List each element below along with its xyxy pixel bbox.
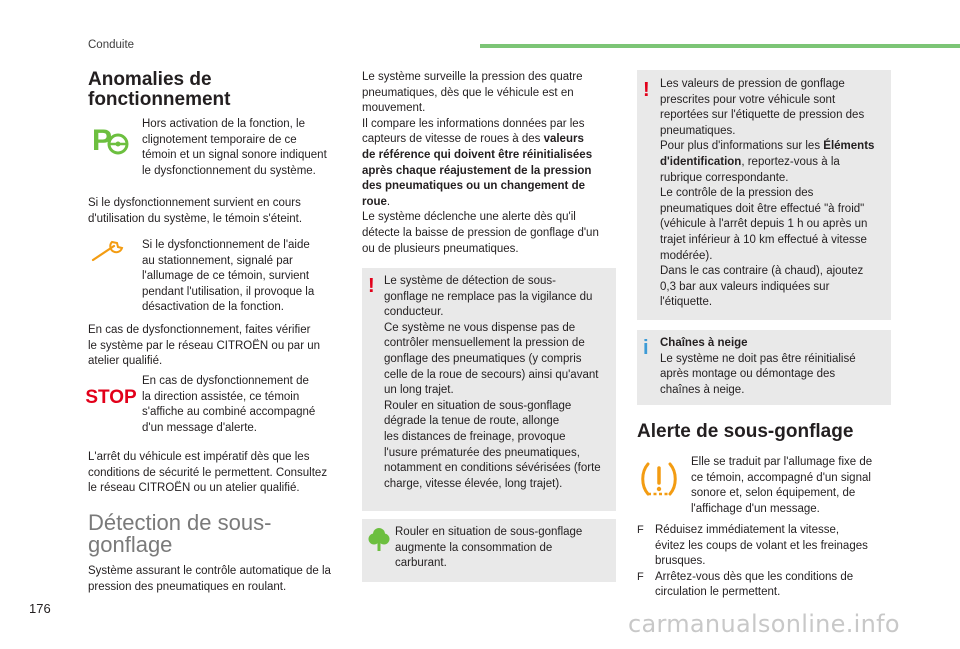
text-line: charge, vitesse élevée, long trajet).	[384, 477, 563, 490]
text-line: Le système ne doit pas être réinitialisé	[660, 352, 856, 365]
item3-text	[142, 374, 347, 436]
anomalies-title-line1: Anomalies de	[88, 69, 212, 90]
warning-icon	[368, 276, 380, 296]
text-line: Si le dysfonctionnement survient en cours	[88, 197, 301, 209]
detection-title-line1: Détection de sous-	[88, 510, 272, 535]
detection-title-line2: gonflage	[88, 532, 173, 557]
item1-text	[142, 117, 347, 179]
text-line: au stationnement, signalé par	[142, 254, 293, 267]
text-line: le système par le réseau CITROËN ou par un	[88, 339, 321, 352]
park-assist-fault-icon	[88, 120, 132, 160]
text-line: conditions de sécurité le permettent. Consultez	[88, 466, 328, 479]
text-line: pendant l'utilisation, il provoque la	[142, 285, 315, 298]
text-line: Ce système ne vous dispense pas de	[384, 321, 576, 334]
warning-box-text	[384, 274, 614, 492]
anomalies-title	[88, 70, 348, 110]
text-line: Rouler en situation de sous-gonflage	[384, 399, 572, 412]
page-number: 176	[29, 601, 51, 616]
text-line: Le système déclenche une alerte dès qu'il	[362, 211, 576, 224]
text-line: Si le dysfonctionnement de l'aide	[142, 239, 310, 251]
text-line: Il compare les informations données par les	[362, 117, 585, 130]
text-line: En cas de dysfonctionnement de	[142, 375, 309, 387]
text-line: modérée).	[660, 249, 713, 262]
text-span: capteurs de vitesse de roues à des	[362, 133, 544, 146]
text-span-bold: des pneumatiques ou un changement de	[362, 180, 586, 193]
text-line: l'affichage d'un message.	[691, 502, 820, 515]
text-line: trajet inférieur à 10 km effectué à vitesse	[660, 233, 867, 246]
warning-icon-glyph: !	[643, 79, 650, 101]
header-accent-bar	[480, 44, 960, 48]
text-line: Dans le cas contraire (à chaud), ajoutez	[660, 265, 864, 278]
text-line: circulation le permettent.	[655, 586, 781, 599]
text-line: carburant.	[395, 557, 447, 570]
info-box-text	[660, 336, 888, 398]
section-header: Conduite	[88, 39, 135, 51]
text-line: conducteur.	[384, 306, 444, 319]
text-line: 0,3 bar aux valeurs indiquées sur	[660, 280, 830, 293]
eco-box-text	[395, 525, 615, 572]
text-line	[660, 155, 890, 171]
text-line: Le système surveille la pression des quatre	[362, 71, 583, 83]
text-line: pneumatiques.	[660, 124, 736, 137]
text-line: sonore et, selon équipement, de	[691, 487, 856, 500]
svg-text:P: P	[92, 124, 113, 157]
list-item	[637, 570, 892, 601]
text-line: brusques.	[655, 555, 706, 568]
bullet-list	[637, 523, 892, 601]
text-span-bold: Éléments	[823, 140, 875, 153]
text-span: , reportez-vous à la	[741, 155, 840, 168]
stop-icon	[86, 386, 136, 410]
text-line: après montage ou démontage des	[660, 368, 836, 381]
text-span-bold: Chaînes à neige	[660, 337, 748, 349]
text-line	[362, 164, 617, 180]
para2	[88, 323, 348, 370]
text-line: Rouler en situation de sous-gonflage	[395, 526, 583, 538]
text-line	[362, 179, 617, 195]
alert-title-text: Alerte de sous-gonflage	[637, 421, 854, 442]
warning-icon-glyph: !	[368, 275, 375, 297]
text-line: l'usure prématurée des pneumatiques,	[384, 446, 580, 459]
text-line: le dysfonctionnement du système.	[142, 164, 316, 177]
text-line: Le contrôle de la pression des	[660, 187, 814, 200]
text-line: prescrites pour votre véhicule sont	[660, 93, 836, 106]
text-line: reportées sur l'étiquette de pression des	[660, 109, 865, 122]
para3	[88, 450, 353, 497]
col2-intro	[362, 70, 617, 257]
text-span-bold: roue	[362, 195, 387, 208]
item2-text	[142, 238, 347, 316]
text-span-bold: valeurs	[543, 133, 584, 146]
para4	[88, 564, 353, 595]
text-line: ce témoin, accompagné d'un signal	[691, 471, 871, 484]
text-line: pneumatiques doit être effectué "à froid"	[660, 202, 865, 215]
text-line: notamment en conditions sévérisées (forte	[384, 462, 601, 475]
text-span-bold: d'identification	[660, 155, 742, 168]
text-line	[362, 195, 617, 211]
text-line: Arrêtez-vous dès que les conditions de	[655, 570, 854, 583]
info-icon	[643, 338, 655, 358]
detection-title	[88, 512, 348, 556]
text-line: s'affiche au combiné accompagné	[142, 406, 316, 419]
text-line: Les valeurs de pression de gonflage	[660, 78, 845, 90]
text-line: (véhicule à l'arrêt depuis 1 h ou après un	[660, 218, 868, 231]
text-line: un long trajet.	[384, 384, 454, 397]
text-line: d'utilisation du système, le témoin s'éteint.	[88, 212, 303, 225]
text-line: évitez les coups de volant et les freinages	[655, 539, 868, 552]
text-line: Réduisez immédiatement la vitesse,	[655, 524, 840, 536]
text-line: L'arrêt du véhicule est impératif dès que les	[88, 451, 310, 463]
text-line: gonflage des pneumatiques (y compris	[384, 352, 582, 365]
text-line: dégrade la tenue de route, allonge	[384, 415, 560, 428]
text-line: Système assurant le contrôle automatique de la	[88, 565, 331, 577]
text-line: l'étiquette.	[660, 296, 713, 309]
text-line: Elle se traduit par l'allumage fixe de	[691, 456, 873, 468]
text-line: augmente la consommation de	[395, 541, 553, 554]
text-line: En cas de dysfonctionnement, faites vérifier	[88, 324, 311, 336]
wrench-icon	[88, 236, 132, 266]
text-line: d'un message d'alerte.	[142, 421, 257, 434]
text-line: chaînes à neige.	[660, 383, 745, 396]
text-line: clignotement temporaire de ce	[142, 133, 297, 146]
text-line: atelier qualifié.	[88, 355, 163, 368]
bullet-glyph: F	[637, 524, 644, 536]
text-line: pression des pneumatiques en roulant.	[88, 580, 287, 593]
text-span: Pour plus d'informations sur les	[660, 140, 824, 153]
text-line: Hors activation de la fonction, le	[142, 118, 306, 130]
text-line: ou de plusieurs pneumatiques.	[362, 242, 519, 255]
bullet-glyph: F	[637, 570, 644, 583]
alert-text	[691, 455, 891, 517]
para1	[88, 196, 348, 227]
pressure-box-text	[660, 77, 890, 311]
text-line: détecte la baisse de pression de gonflage d'un	[362, 226, 599, 239]
text-line: celle de la roue de secours) ainsi qu'avant	[384, 368, 599, 381]
text-line: les distances de freinage, provoque	[384, 430, 566, 443]
text-line	[660, 139, 890, 155]
text-span: .	[386, 195, 391, 208]
anomalies-title-line2: fonctionnement	[88, 89, 231, 110]
text-line: Le système de détection de sous-	[384, 275, 556, 287]
text-span-bold: après chaque réajustement de la pression	[362, 164, 592, 177]
text-line: désactivation de la fonction.	[142, 301, 284, 314]
warning-icon	[643, 80, 655, 100]
tyre-pressure-warning-icon	[637, 459, 681, 499]
text-line: mouvement.	[362, 102, 426, 115]
eco-tree-icon	[368, 526, 390, 552]
list-item	[637, 523, 892, 570]
text-line	[362, 148, 617, 164]
watermark: carmanualsonline.info	[628, 610, 900, 638]
text-line: l'allumage de ce témoin, survient	[142, 270, 310, 283]
text-line: témoin et un signal sonore indiquent	[142, 149, 327, 162]
stop-icon-text: STOP	[85, 387, 137, 409]
text-line: la direction assistée, ce témoin	[142, 390, 300, 403]
alert-title	[637, 422, 897, 442]
text-span-bold: de référence qui doivent être réinitialisées	[362, 148, 593, 161]
text-line: le réseau CITROËN ou un atelier qualifié.	[88, 482, 300, 495]
text-line: gonflage ne remplace pas la vigilance du	[384, 290, 593, 303]
text-line: rubrique correspondante.	[660, 171, 789, 184]
text-line: pneumatiques, dès que le véhicule est en	[362, 86, 574, 99]
info-icon-glyph: i	[643, 337, 649, 359]
info-box-title	[660, 336, 888, 352]
text-line	[362, 132, 617, 148]
text-line: contrôler mensuellement la pression de	[384, 337, 585, 350]
